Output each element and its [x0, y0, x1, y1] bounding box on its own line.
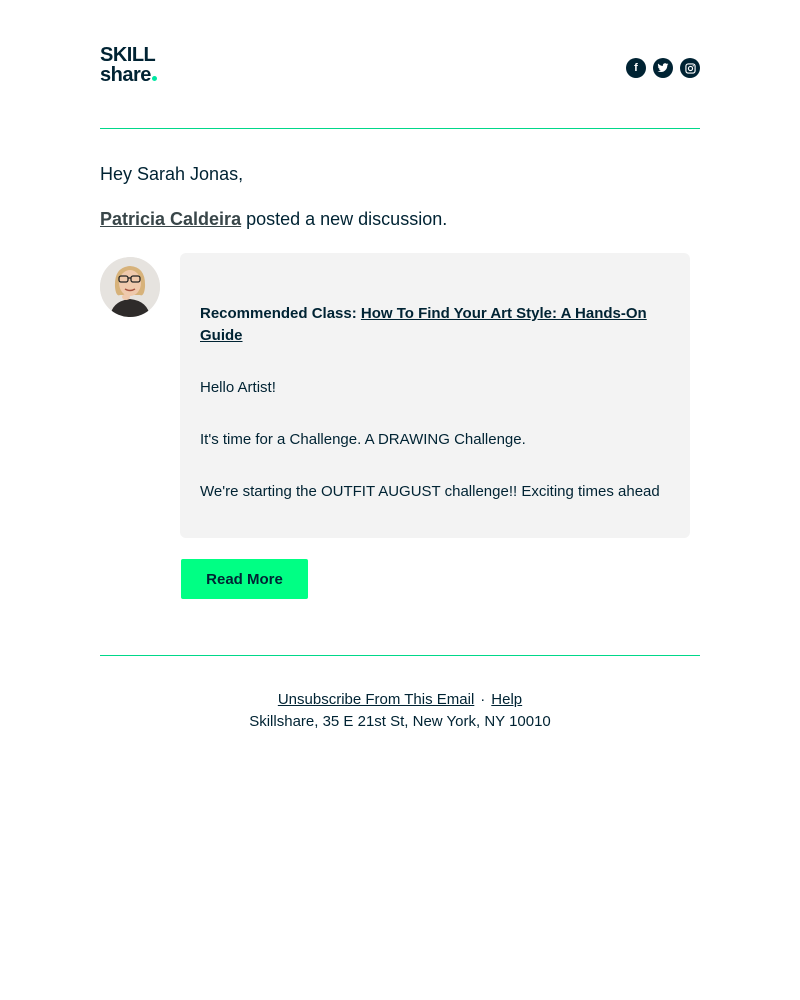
header-divider [100, 128, 700, 129]
instagram-camera-icon [685, 63, 696, 74]
greeting-text: Hey Sarah Jonas, [100, 164, 244, 184]
discussion-paragraph-3: We're starting the OUTFIT AUGUST challenge!! Exciting times ahead [200, 483, 660, 500]
recommended-class-link[interactable]: How To Find Your Art Style: A Hands-On Guide [200, 305, 647, 344]
twitter-bird-icon [657, 63, 669, 73]
footer-address: Skillshare, 35 E 21st St, New York, NY 10010 [249, 713, 551, 730]
facebook-glyph: f [634, 62, 638, 74]
facebook-icon[interactable] [626, 58, 646, 78]
recommended-label: Recommended Class: [200, 305, 357, 322]
author-avatar[interactable] [100, 257, 160, 317]
logo-line-1: SKILL [100, 44, 156, 66]
read-more-button[interactable]: Read More [181, 559, 308, 599]
notification-action: posted a new discussion. [246, 209, 448, 229]
discussion-paragraph-1: Hello Artist! [200, 379, 276, 396]
footer-divider [100, 655, 700, 656]
discussion-card [180, 253, 690, 538]
skillshare-logo[interactable] [100, 46, 190, 90]
twitter-icon[interactable] [653, 58, 673, 78]
notification-headline [100, 209, 447, 230]
instagram-icon[interactable] [680, 58, 700, 78]
email-header [100, 46, 700, 90]
recommended-class [200, 303, 670, 347]
discussion-paragraph-2: It's time for a Challenge. A DRAWING Challenge. [200, 431, 526, 448]
author-link[interactable]: Patricia Caldeira [100, 209, 242, 229]
footer-separator: · [480, 691, 486, 708]
unsubscribe-link[interactable]: Unsubscribe From This Email [277, 691, 475, 708]
social-links [626, 58, 700, 78]
logo-line-2: share [100, 66, 190, 86]
email-footer [100, 689, 700, 733]
help-link[interactable]: Help [491, 691, 523, 708]
footer-links [100, 689, 700, 711]
logo-dot [152, 76, 157, 81]
avatar-portrait-icon [100, 257, 160, 317]
